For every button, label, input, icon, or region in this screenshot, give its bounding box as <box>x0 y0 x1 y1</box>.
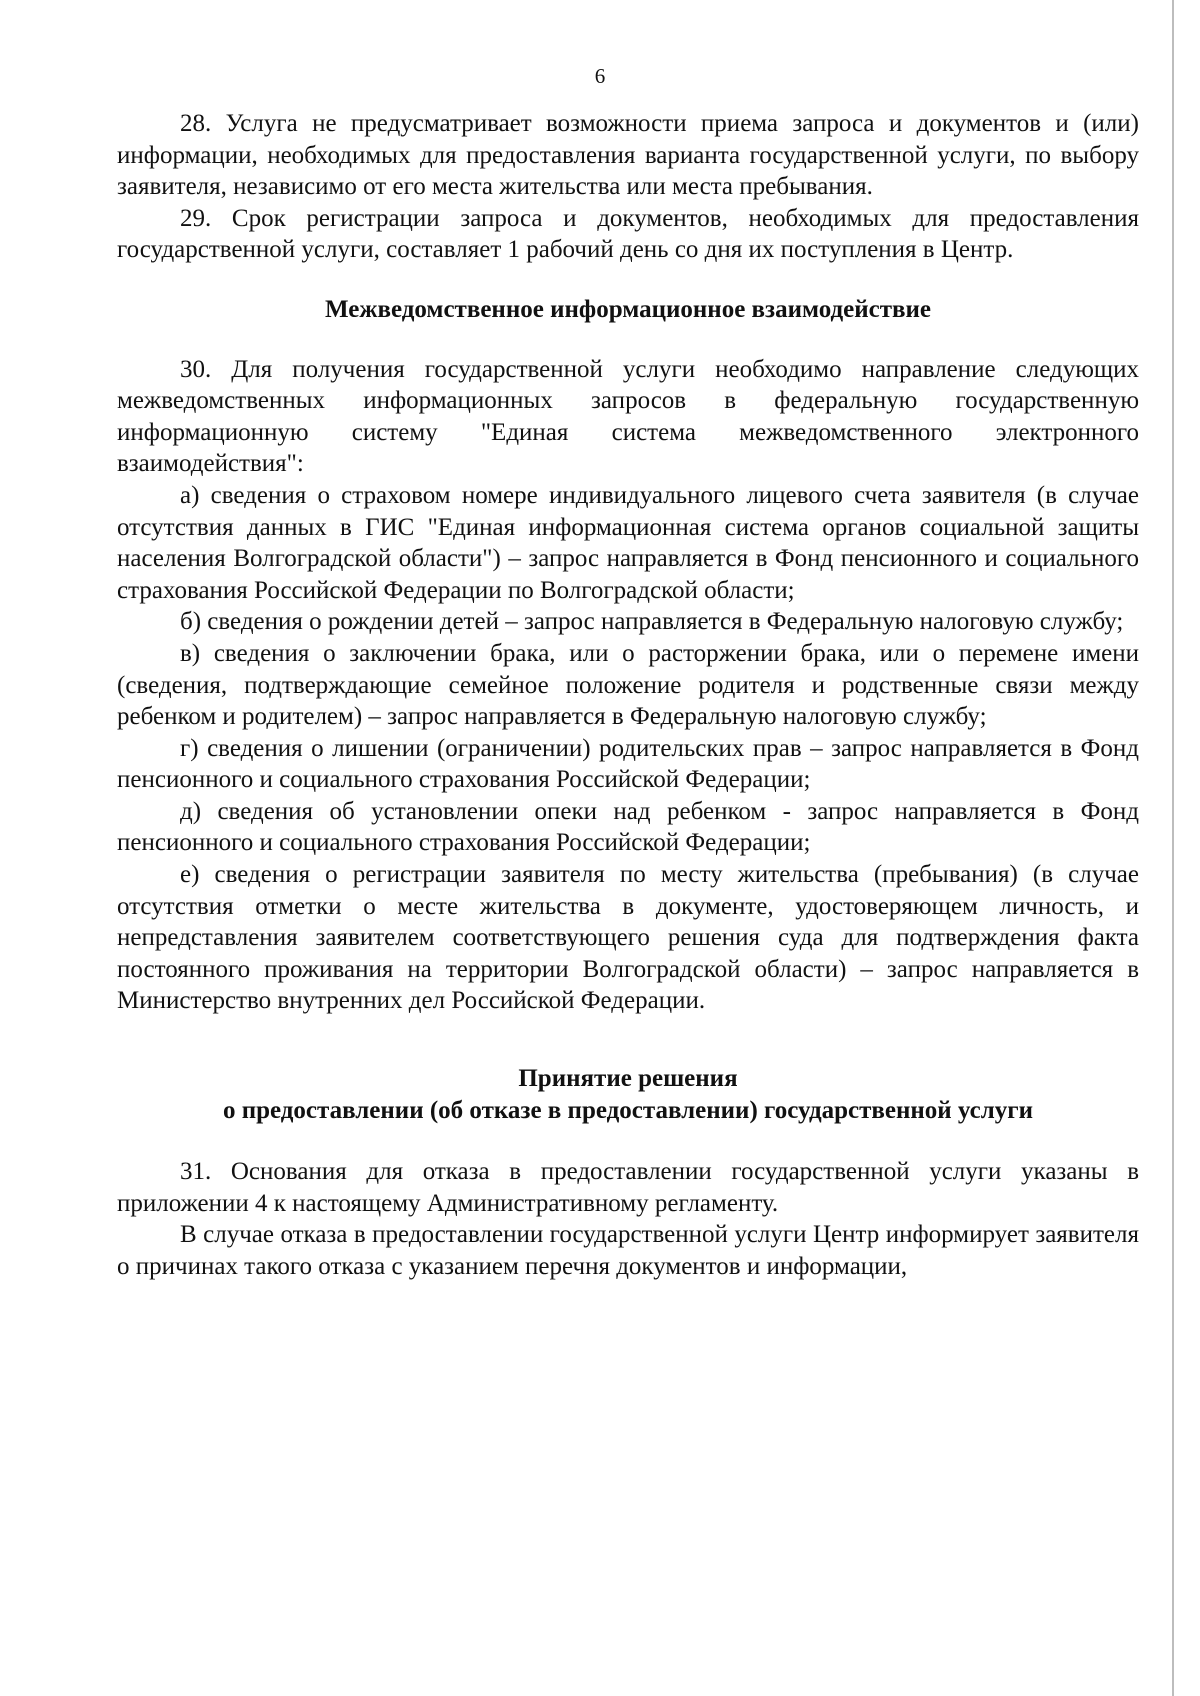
document-body <box>117 108 1139 1283</box>
section-heading-decision-line2: о предоставлении (об отказе в предоставлении) государственной услуги <box>222 1096 1034 1124</box>
paragraph-30-v: в) сведения о заключении брака, или о расторжении брака, или о перемене имени (сведения, подтверждающие семейное положение родителя и родственные связи между ребенком и родителем) – запрос направляется в Федеральную налоговую службу; <box>117 639 1139 731</box>
scan-edge-line <box>1172 0 1174 1696</box>
page-number: 6 <box>594 64 606 88</box>
paragraph-30: 30. Для получения государственной услуги необходимо направление следующих межведомственных информационных запросов в федеральную государственную информационную систему "Единая система межведомственного электронного взаимодействия": <box>117 355 1139 478</box>
section-heading-decision-line1: Принятие решения <box>518 1065 738 1093</box>
section-heading-interagency: Межведомственное информационное взаимодействие <box>325 295 931 323</box>
paragraph-31-refusal: В случае отказа в предоставлении государственной услуги Центр информирует заявителя о причинах такого отказа с указанием перечня документов и информации, <box>117 1221 1139 1280</box>
paragraph-30-b: б) сведения о рождении детей – запрос направляется в Федеральную налоговую службу; <box>180 608 1124 636</box>
paragraph-31: 31. Основания для отказа в предоставлении государственной услуги указаны в приложении 4 к настоящему Административному регламенту. <box>117 1158 1139 1217</box>
paragraph-30-g: г) сведения о лишении (ограничении) родительских прав – запрос направляется в Фонд пенсионного и социального страхования Российской Федерации; <box>117 734 1139 794</box>
paragraph-30-e: е) сведения о регистрации заявителя по месту жительства (пребывания) (в случае отсутствия отметки о месте жительства в документе, удостоверяющем личность, и непредставления заявителем соответствующего решения суда для подтверждения факта постоянного проживания на территории Волгоградской области) – запрос направляется в Министерство внутренних дел Российской Федерации. <box>117 861 1139 1015</box>
paragraph-30-a: а) сведения о страховом номере индивидуального лицевого счета заявителя (в случае отсутствия данных в ГИС "Единая информационная система органов социальной защиты населения Волгоградской области") – запрос направляется в Фонд пенсионного и социального страхования Российской Федерации по Волгоградской области; <box>117 481 1139 604</box>
paragraph-29: 29. Срок регистрации запроса и документов, необходимых для предоставления государственной услуги, составляет 1 рабочий день со дня их поступления в Центр. <box>117 204 1139 264</box>
paragraph-28: 28. Услуга не предусматривает возможности приема запроса и документов и (или) информации, необходимых для предоставления варианта государственной услуги, по выбору заявителя, независимо от его места жительства или места пребывания. <box>117 110 1139 201</box>
paragraph-30-d: д) сведения об установлении опеки над ребенком - запрос направляется в Фонд пенсионного и социального страхования Российской Федерации; <box>117 797 1139 857</box>
